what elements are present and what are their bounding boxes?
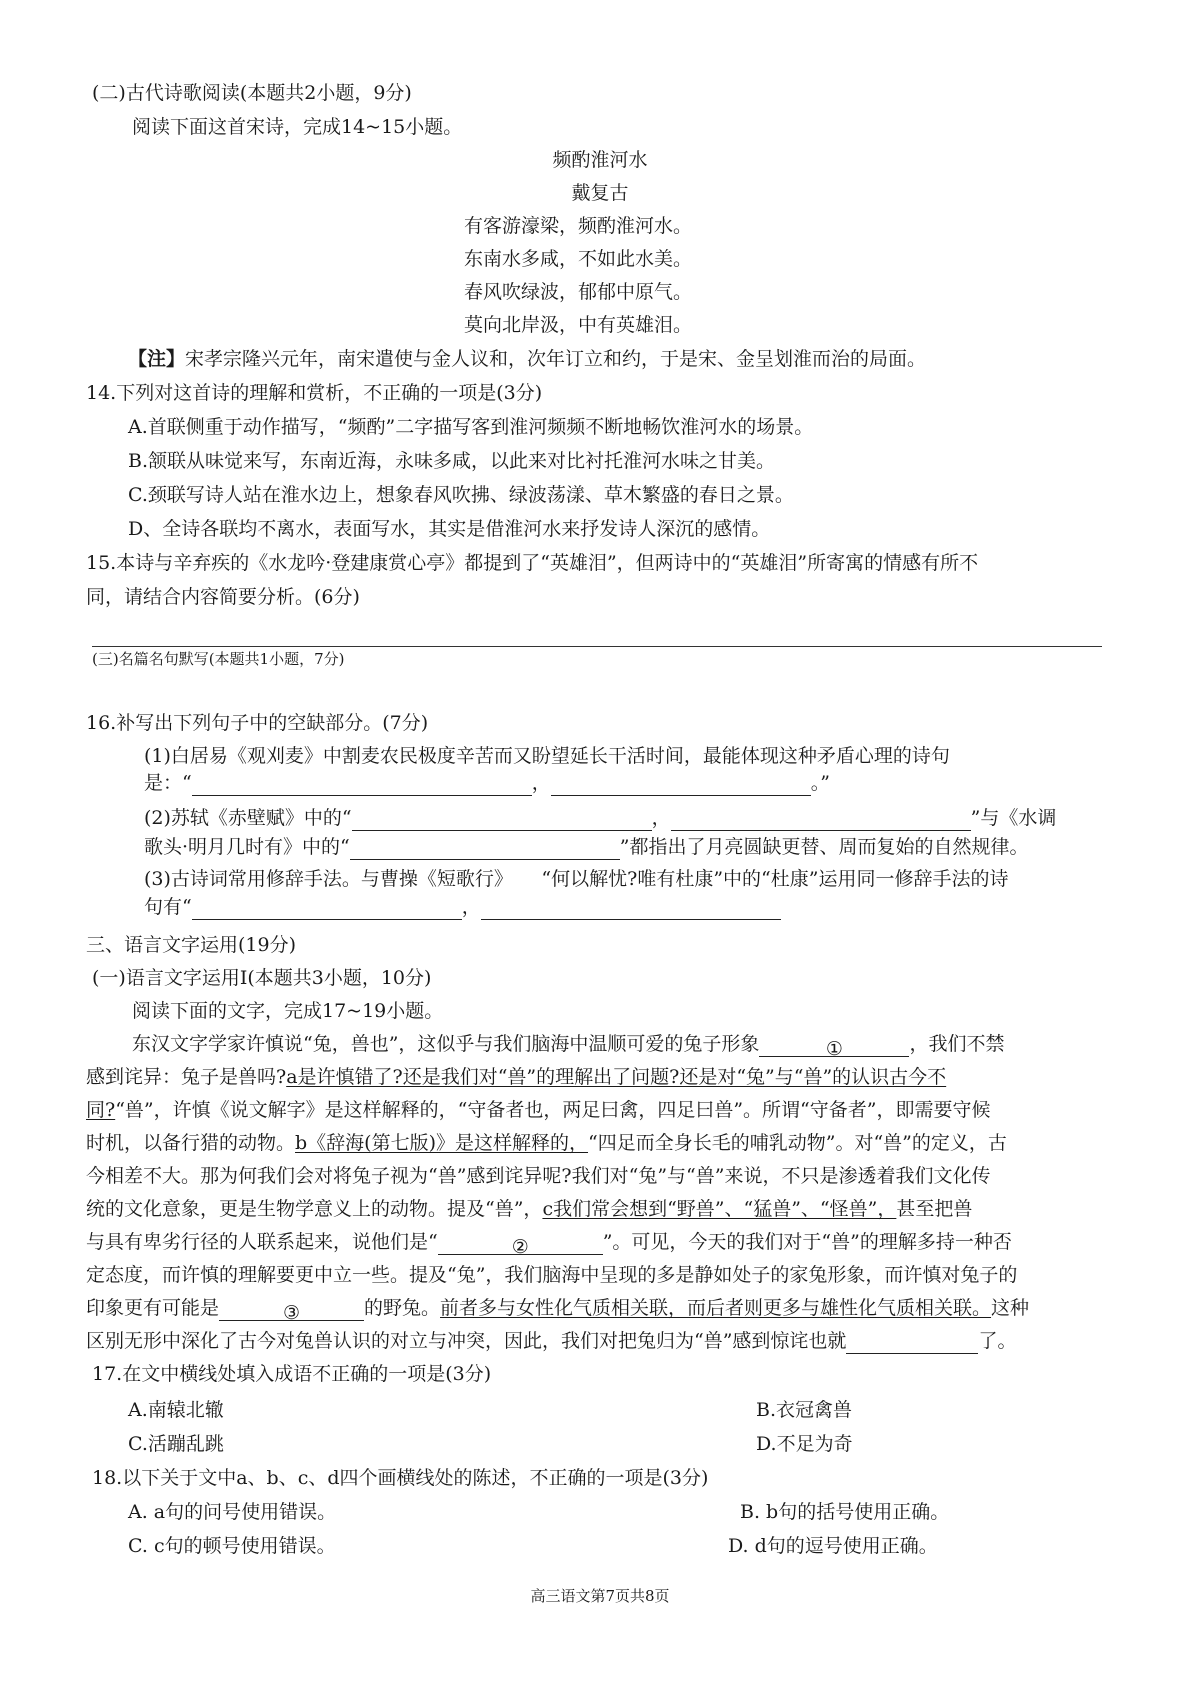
text: 是：“ xyxy=(144,772,192,794)
poem-author: 戴复古 xyxy=(571,182,629,204)
q18-option-b: B. b句的括号使用正确。 xyxy=(740,1501,950,1523)
question-15-line1: 15.本诗与辛弃疾的《水龙吟·登建康赏心亭》都提到了“英雄泪”，但两诗中的“英雄泪”所寄寓的情感有所不 xyxy=(86,552,979,574)
text: 的野兔。 xyxy=(364,1297,441,1319)
section-heading-poetry: (二)古代诗歌阅读(本题共2小题，9分) xyxy=(92,82,412,104)
q16-part2-line1 xyxy=(144,805,1056,831)
poem-note xyxy=(128,346,926,372)
poem-line: 有客游濠梁，频酌淮河水。 xyxy=(464,215,693,237)
q18-option-c: C. c句的顿号使用错误。 xyxy=(128,1535,336,1557)
poem-line: 春风吹绿波，郁郁中原气。 xyxy=(464,281,693,303)
q16-part2-line2 xyxy=(144,834,1028,860)
q16-part3-line1: (3)古诗词常用修辞手法。与曹操《短歌行》 “何以解忧?唯有杜康”中的“杜康”运用同一修辞手法的诗 xyxy=(144,868,1009,890)
text: 歌头·明月几时有》中的“ xyxy=(144,836,350,858)
text: 与具有卑劣行径的人联系起来，说他们是“ xyxy=(86,1231,438,1253)
passage-line: 今相差不大。那为何我们会对将兔子视为“兽”感到诧异呢?我们对“兔”与“兽”来说，不只是渗透着我们文化传 xyxy=(86,1165,991,1187)
text: 了。 xyxy=(978,1330,1017,1352)
text: 区别无形中深化了古今对兔兽认识的对立与冲突，因此，我们对把兔归为“兽”感到惊诧也就 xyxy=(86,1330,847,1352)
blank-2[interactable] xyxy=(438,1234,603,1258)
fill-blank[interactable] xyxy=(192,775,532,796)
text: “四足而全身长毛的哺乳动物”。对“兽”的定义，古 xyxy=(588,1132,1007,1154)
fill-blank[interactable] xyxy=(671,810,971,831)
passage-line xyxy=(86,1328,1016,1354)
fill-blank[interactable] xyxy=(352,810,652,831)
question-17-stem: 17.在文中横线处填入成语不正确的一项是(3分) xyxy=(92,1363,492,1385)
blank-3[interactable] xyxy=(219,1300,364,1324)
subsection-heading: (一)语言文字运用Ⅰ(本题共3小题，10分) xyxy=(92,967,432,989)
q16-part1-line1: (1)白居易《观刈麦》中割麦农民极度辛苦而又盼望延长干活时间，最能体现这种矛盾心理的诗句 xyxy=(144,745,950,767)
poem-line: 莫向北岸汲，中有英雄泪。 xyxy=(464,314,693,336)
q18-option-d: D. d句的逗号使用正确。 xyxy=(728,1535,938,1557)
blank-4[interactable] xyxy=(846,1333,978,1354)
q14-option-c: C.颈联写诗人站在淮水边上，想象春风吹拂、绿波荡漾、草木繁盛的春日之景。 xyxy=(128,484,794,506)
passage-line xyxy=(86,1196,972,1222)
text: 印象更有可能是 xyxy=(86,1297,220,1319)
text: 感到诧异：兔子是兽吗? xyxy=(86,1066,287,1088)
page-footer: 高三语文第7页共8页 xyxy=(530,1587,670,1605)
fill-blank[interactable] xyxy=(481,899,781,920)
text: 这种 xyxy=(991,1297,1030,1319)
text: (2)苏轼《赤壁赋》中的“ xyxy=(144,807,352,829)
text: “兽”，许慎《说文解字》是这样解释的，“守备者也，两足曰禽，四足曰兽”。所谓“守备者”，即需要守候 xyxy=(115,1099,991,1121)
text: 统的文化意象，更是生物学意义上的动物。提及“兽”， xyxy=(86,1198,543,1220)
passage-line xyxy=(86,1130,1007,1156)
text: ， xyxy=(461,896,481,918)
text: 。” xyxy=(810,772,830,794)
note-text: 宋孝宗隆兴元年，南宋遣使与金人议和，次年订立和约，于是宋、金呈划淮而治的局面。 xyxy=(185,348,927,370)
question-18-stem: 18.以下关于文中a、b、c、d四个画横线处的陈述，不正确的一项是(3分) xyxy=(92,1467,709,1489)
text: 甚至把兽 xyxy=(896,1198,973,1220)
blank-marker: ② xyxy=(511,1236,529,1258)
passage-line: 定态度，而许慎的理解要更中立一些。提及“兔”，我们脑海中呈现的多是静如处子的家兔形象，而许慎对兔子的 xyxy=(86,1264,1018,1286)
poem-line: 东南水多咸，不如此水美。 xyxy=(464,248,693,270)
fill-blank[interactable] xyxy=(551,775,811,796)
q14-option-d: D、全诗各联均不离水，表面写水，其实是借淮河水来抒发诗人深沉的感情。 xyxy=(128,518,771,540)
blank-marker: ③ xyxy=(282,1302,301,1324)
poem-title: 频酌淮河水 xyxy=(552,149,648,171)
underlined-sentence-d: 前者多与女性化气质相关联，而后者则更多与雄性化气质相关联。 xyxy=(440,1297,992,1319)
fill-blank[interactable] xyxy=(192,899,462,920)
q17-option-b: B.衣冠禽兽 xyxy=(756,1399,853,1421)
text: ， xyxy=(531,772,551,794)
q17-option-a: A.南辕北辙 xyxy=(128,1399,224,1421)
note-label: 【注】 xyxy=(128,348,186,370)
passage-line xyxy=(86,1295,1030,1324)
q18-option-a: A. a句的问号使用错误。 xyxy=(128,1501,337,1523)
passage-instruction: 阅读下面的文字，完成17~19小题。 xyxy=(132,1000,444,1022)
section-heading-recitation: (三)名篇名句默写(本题共1小题，7分) xyxy=(92,650,345,668)
q16-part3-line2 xyxy=(144,894,781,920)
text: ”。可见，今天的我们对于“兽”的理解多持一种否 xyxy=(602,1231,1012,1253)
fill-blank[interactable] xyxy=(350,839,620,860)
question-15-line2: 同，请结合内容简要分析。(6分) xyxy=(86,586,360,608)
underlined-sentence-a: 同? xyxy=(86,1099,116,1121)
q14-option-a: A.首联侧重于动作描写，“频酌”二字描写客到淮河频频不断地畅饮淮河水的场景。 xyxy=(128,416,814,438)
q14-option-b: B.颔联从味觉来写，东南近海，永味多咸，以此来对比衬托淮河水味之甘美。 xyxy=(128,450,776,472)
passage-line xyxy=(86,1064,946,1090)
underlined-sentence-a: a是许慎错了?还是我们对“兽”的理解出了问题?还是对“兔”与“兽”的认识古今不 xyxy=(286,1066,947,1088)
q17-option-c: C.活蹦乱跳 xyxy=(128,1433,224,1455)
text: 东汉文字学家许慎说“兔，兽也”，这似乎与我们脑海中温顺可爱的兔子形象 xyxy=(132,1033,760,1055)
part-heading-language: 三、语言文字运用(19分) xyxy=(86,934,297,956)
text: ”与《水调 xyxy=(970,807,1057,829)
passage-line xyxy=(132,1031,1005,1060)
question-14-stem: 14.下列对这首诗的理解和赏析，不正确的一项是(3分) xyxy=(86,382,543,404)
question-16-stem: 16.补写出下列句子中的空缺部分。(7分) xyxy=(86,712,429,734)
q17-option-d: D.不足为奇 xyxy=(756,1433,853,1455)
text: 句有“ xyxy=(144,896,192,918)
passage-line xyxy=(86,1229,1012,1258)
underlined-sentence-c: c我们常会想到“野兽”、“猛兽”、“怪兽”， xyxy=(542,1198,897,1220)
poetry-instruction: 阅读下面这首宋诗，完成14~15小题。 xyxy=(132,116,463,138)
blank-1[interactable] xyxy=(759,1036,909,1060)
text: 时机，以备行猎的动物。 xyxy=(86,1132,296,1154)
text: ， xyxy=(651,807,671,829)
blank-marker: ① xyxy=(825,1038,843,1060)
q16-part1-line2 xyxy=(144,770,830,796)
passage-line xyxy=(86,1097,990,1123)
text: ，我们不禁 xyxy=(909,1033,1005,1055)
text: ”都指出了月亮圆缺更替、周而复始的自然规律。 xyxy=(619,836,1029,858)
underlined-sentence-b: b《辞海(第七版)》是这样解释的， xyxy=(295,1132,589,1154)
